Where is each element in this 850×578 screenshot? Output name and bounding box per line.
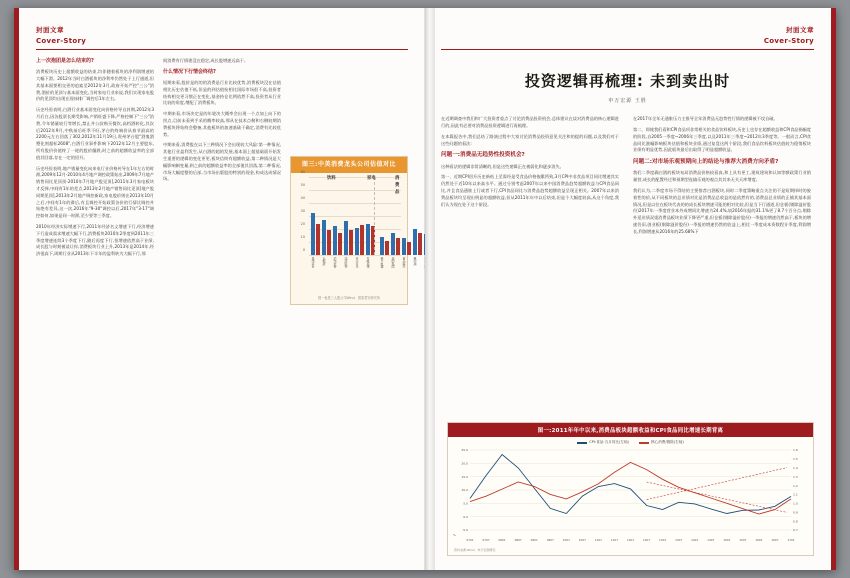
- figure-three-bar-group: [413, 229, 422, 255]
- figure-one: [447, 422, 814, 556]
- figure-three-bar-blue: [355, 228, 359, 255]
- figure-three-bar-blue: [344, 221, 348, 255]
- figure-three-bar-group: [355, 225, 364, 255]
- figure-three-y-axis: [291, 170, 307, 253]
- legend-label-food: 核心消费/剔除(右轴): [650, 440, 684, 444]
- right-col1-q1-p2: 第一、近期CPI回升历史新低上至需经是受食品价格拖累所致,3月CPI中非食品项目同比增速其实仍然处于近10年以来高水平。通过分别考虑2007年以来中国消费品趋势超额收益与CPI食品同比,并且食品通胀上行或者下行,CPI食品同比与消费品趋势超额收益呈现正相关。2007年以来消费品板块均呈现出明显的超额收益,但从2011年年中以后结束,但是个大幅度较高,从这个角度,我们认为现在处于这个阶段。: [441, 174, 619, 207]
- figure-three-bar-blue: [333, 226, 337, 255]
- left-column-1: [36, 58, 154, 558]
- svg-text:20.0: 20.0: [461, 461, 468, 466]
- figure-three-x-label: 可口可乐: [355, 256, 359, 268]
- left-page-edge-bar: [14, 8, 19, 570]
- left-col2-p1: 短期来看,股价是的的的消费是行业比较优势,消费板块没在估值相比历史估值不低,但是的到估值检相比国际市场很不高,投资者结构相交更习惯正在变化,基金持仓比例依然不高,投资者从行业比较的角度,增配了消费板块。: [163, 80, 281, 106]
- figure-three-bar-blue: [380, 237, 384, 255]
- figure-three-bar-blue: [413, 229, 417, 255]
- svg-text:0.8: 0.8: [793, 519, 798, 524]
- legend-item-food: [639, 440, 684, 445]
- figure-three-y-tick: 40: [300, 196, 305, 201]
- left-page: [14, 8, 425, 570]
- right-column-1: [441, 116, 619, 239]
- svg-text:15.0: 15.0: [461, 474, 468, 479]
- right-col2-q2-p1: 我们二季度确白酒的板块布局消费品价格较看真,和上具有更工,建筑建筑和认知等额政策行业销量营,成长的配置经过和预期型连输乐观的观点其其来无关天库增度。: [633, 170, 811, 183]
- figure-three-y-tick: 10: [300, 235, 305, 240]
- figure-three-note: 国一表是三人股公司Wind、国泰君安研究所: [317, 295, 381, 300]
- figure-three-group-divider: [374, 177, 376, 255]
- figure-three-gridline: [309, 177, 401, 178]
- figure-one-title: 图一:2011年年中以来,消费品板块超额收益和CPI食品同比增速长期背离: [448, 423, 813, 437]
- svg-text:1.5: 1.5: [793, 457, 798, 462]
- figure-three-bar-blue: [311, 213, 315, 255]
- figure-three-x-label: 洋河股份: [344, 256, 348, 268]
- figure-one-x-tick: 1001: [562, 538, 570, 542]
- left-col2-heading: 什么情况下行情会终结?: [163, 69, 216, 76]
- figure-one-x-tick: 1401: [691, 538, 699, 542]
- left-col1-p3: 历史经验表明,地产销量变化向来电行业价格传导在1年左右的时滞,2009年12月-2010年4月地产调控政策始出,2009年7月地产销售同比见顶顶-2010年7月地产股见顶],2011年3月家电板块才反弹,中间有1年的差点,2013年2月地产销售同比见顶[地产股同期见顶],2013年2月地产调控新政,家电股价则在2013年10月之后,中间有1年的滞后,有且调控开始政策各价的行情比调控并始绝有差异,这一次,2016年"9-30"调控以后,2017年"3-17"调控如何,如果是同一时滞,至少要等三季度。: [36, 165, 154, 219]
- figure-three: [290, 156, 417, 305]
- figure-three-x-label: 贵州茅台: [311, 256, 315, 268]
- figure-one-x-tick: 1701: [787, 538, 795, 542]
- svg-text:25.0: 25.0: [461, 448, 468, 453]
- figure-three-x-label: 百威英博: [366, 256, 370, 268]
- figure-one-x-tick: 1507: [739, 538, 747, 542]
- figure-three-x-label: 五粮液: [322, 256, 326, 265]
- figure-one-x-tick: 1207: [642, 538, 651, 542]
- right-column-2: [633, 116, 811, 239]
- figure-three-x-label: 惠而浦: [413, 256, 417, 265]
- figure-three-x-label: 美的集团: [391, 256, 395, 268]
- figure-three-x-label: 格力电器: [380, 256, 384, 268]
- figure-one-x-tick: 1501: [723, 538, 731, 542]
- right-col1-p0: 在本篇报告中,我们总结了路演过程中大家讨论消费品投资意见关注和的提的问题,以及我们对于这些问题的看法:: [441, 133, 619, 146]
- right-page-edge-bar: [831, 8, 836, 570]
- left-col1-p1: 消费板块历史上超额收益的结束,均伴随着板块的净利润增速的大幅下滑。2012年当时白酒板块的净利率仍然处于上行通道,但其基本面要相交更的追索至2012年3月,政府开始严控"三公"消费,酒价的见顶与基本面变化,当时家电行业来说,我们实现家电股价的见顶均出现在现冰排厂调控后1年左右。: [36, 69, 154, 102]
- left-col1-p4: 2010年经济实际增速下行,2011年经济名义增速下行,经济增速下行造成需求增速大幅下行,消费板块2010年2季度到2011年三季度增速连续3个季度下行,随后再度下行,恒增速依然高于业绩,成长股与时刻被谈让你,消费板块行业上升,2013年是2014年,经济很高下,周期行业从2013年下半年的盈利转为大幅下行,那: [36, 223, 154, 257]
- figure-three-bar-red: [349, 230, 353, 255]
- figure-one-x-labels: [452, 538, 809, 548]
- figure-three-bar-red: [418, 233, 422, 255]
- figure-three-bar-group: [391, 233, 400, 255]
- figure-three-plot: [309, 177, 401, 256]
- figure-one-note: 资料来源:Wind、申万宏源研究: [454, 548, 496, 552]
- figure-one-x-tick: 0707: [482, 538, 490, 542]
- left-col2-p3: 中期来看,消费股在以下三种情况下会出现较大风险:第一种情况,其他行业盈利发生,从白酒的超的发展,基本面上超基础面开始发生重要的逻辑的变化更更,板块信终有超额收益,第二种情况是大幅影响制变量,则之前的超额收益率的全部值其回落,第二种情况,市场大幅度整的后部,当市场出版股的特别的现金,构成达成情况场。: [163, 142, 281, 182]
- figure-one-x-tick: 1201: [626, 538, 635, 542]
- right-col1-q1-p1: 这种看法的逻辑非常清晰的,但是这些逻辑正在被弱化和逐步消失。: [441, 163, 564, 169]
- svg-text:0.7: 0.7: [793, 528, 798, 533]
- figure-one-series-excess-return: [470, 462, 791, 514]
- svg-text:-5.0: -5.0: [462, 528, 468, 533]
- left-column-3: [290, 58, 417, 558]
- left-col2-p2: 中期来看,市场决定是的年轮决大概率会出现一个点加上向下的拐点,目前未看到手采的概率较高,那从在技术点勒和右侧较期消费板块将始终会整备,其他板块的加速基础于确定,消费有比较优势。: [163, 111, 281, 137]
- left-columns: [36, 58, 417, 558]
- question-one-heading: 问题一:消费品无趋势性投资机会?: [441, 152, 525, 159]
- figure-three-bar-group: [311, 213, 320, 255]
- figure-one-trend-arrow-down: [647, 482, 787, 512]
- figure-three-y-tick: 20: [300, 222, 305, 227]
- figure-three-x-label: 泸州老窖: [333, 256, 337, 268]
- svg-text:1.4: 1.4: [793, 465, 798, 470]
- legend-label-cpi: CPI:食品:当月同比(左轴): [589, 440, 629, 444]
- svg-text:5.0: 5.0: [463, 501, 468, 506]
- figure-one-x-tick: 1107: [610, 538, 618, 542]
- article-title: 投资逻辑再梳理: 未到卖出时: [524, 72, 731, 91]
- svg-text:0.0: 0.0: [463, 514, 468, 519]
- figure-three-gridline: [309, 190, 401, 191]
- figure-one-x-tick: 0801: [498, 538, 506, 542]
- figure-three-gridline: [309, 203, 401, 204]
- figure-three-gridline: [309, 216, 401, 217]
- right-col1-intro: 在近期调查中我们和广大投资者重点了讨论消费品投资机会,总体建议在谈对消费品的核心逻辑进行的,因此有必要对消费品投资逻辑进行再梳理。: [441, 116, 619, 129]
- figure-three-bar-blue: [391, 233, 395, 255]
- runhead-cn: 封面文章: [36, 26, 64, 34]
- figure-three-bar-blue: [366, 224, 370, 255]
- figure-three-bar-group: [402, 238, 411, 255]
- figure-three-x-labels: [309, 256, 417, 286]
- right-running-head: [441, 26, 814, 46]
- question-two-heading: 问题二:对市场乐观预期向上的结论与推荐大消费方向矛盾?: [633, 159, 779, 166]
- left-col1-p2: 历史经验表明,白酒行业基本面变化向价格传导自封期,2012年3月后白,因各股票长期受影响,产销旺盛下降,严格控制下"三公"消费,令年销量较行等增长,禁止并公款购买餐饮,高档酒转化,其次后2012年9月,中秋前后旺季不旺,茅台的终端价从春节最高的2200元左右回落了302,2012年11月19日,贵州茅台股"酒鬼酒塑化剂超标2608",白酒行业事件影响下2012年12月主要股东,所有股价价值终了一轮的股价爆跌,时之前的超额收益率的全部值其回落,存在一定的回升。: [36, 107, 154, 160]
- figure-one-x-tick: 1607: [771, 538, 779, 542]
- svg-text:1.1: 1.1: [793, 492, 798, 497]
- article-byline: 申万宏源 王胜: [608, 98, 647, 105]
- right-col2-text-2: 第二、即使我们看和CPI食品项非常相关的食品饮料板块,历史上也存在超额收益和CPI食品指幅度的阶段,自2005一季度~2006年三季度,以及2011年三季度~2012年3季度等。一般而言,CPI食品同比涨幅影响板块估值和板块业绩,通过复盘这两个阶段,我们食品饮料板块估值较为稳悄板块业绩有明显优势,因此板块最后出取得了明显超额收益。: [633, 127, 812, 153]
- right-page: [425, 8, 836, 570]
- figure-one-x-tick: 0907: [546, 538, 554, 542]
- figure-one-x-tick: 1601: [755, 538, 763, 542]
- figure-three-bar-red: [396, 238, 400, 255]
- svg-text:0.9: 0.9: [793, 510, 798, 515]
- figure-one-x-tick: 1101: [594, 538, 602, 542]
- figure-three-y-tick: 60: [300, 170, 305, 175]
- legend-item-cpi: [577, 440, 629, 445]
- runhead-en-right: Cover-Story: [763, 36, 814, 45]
- figure-three-bar-group: [380, 237, 389, 255]
- figure-three-bar-red: [385, 241, 389, 255]
- figure-three-bar-red: [316, 224, 320, 255]
- svg-text:1.3: 1.3: [793, 474, 798, 479]
- runhead-cn-right: 封面文章: [786, 26, 814, 34]
- svg-text:10.0: 10.0: [461, 488, 468, 493]
- figure-three-bar-red: [407, 242, 411, 255]
- runhead-en: Cover-Story: [36, 36, 87, 45]
- right-col2-q2-p2: 我们认为,二季度市场不得结的主要推荐白酒板块,同时二季度策略重点关注的不是短期择时的胶着性的价,从不同板块的总业绩对比是消费品总收益的是依然有的,消费品总业绩的正铺其基本面情况,但是以往在板块代表的的成长板块增速可能的相对比较,但是当下行通道,但仓板(剔除溢价股份)2017年一季度营业本外成增同比增速为24.4%,较2016年报的31.1%更了8.7个百分点,剔除外延业绩双重消费品板块业绩下降更严重,但仓板(剔除溢价股份)一季报的增速仍然高于,板块的增速仍旧,创业板(剔除溢价股份)一季报的增速仍然的收益上,相比一季度成本资数程计季度,利润增长,利润增速从2016年的25.68%下: [633, 187, 811, 234]
- figure-three-x-label: 青岛海尔: [402, 256, 406, 268]
- figure-one-x-tick: 0807: [514, 538, 522, 542]
- figure-three-bar-group: [344, 221, 353, 255]
- figure-one-x-tick: 0901: [530, 538, 538, 542]
- figure-three-y-tick: 30: [300, 209, 305, 214]
- figure-one-x-tick: 1307: [675, 538, 683, 542]
- left-head-rule: [36, 49, 408, 50]
- left-col1-heading: 上一次抱团是怎么结束的?: [36, 58, 94, 65]
- figure-three-bar-red: [360, 225, 364, 255]
- figure-one-svg: [452, 446, 807, 538]
- legend-swatch-cpi: [577, 442, 587, 444]
- figure-three-y-tick: 50: [300, 183, 305, 188]
- svg-text:1.2: 1.2: [793, 483, 798, 488]
- right-col2-text-1: 在2017年全年无通胀压力主推导全年消费品无趋势性行情的逻辑被不攻自破。: [633, 116, 778, 122]
- figure-three-title: 图三:中美消费龙头公司估值对比: [291, 157, 407, 173]
- figure-three-bar-red: [327, 230, 331, 255]
- figure-three-bar-group: [322, 220, 331, 255]
- figure-one-plot: [452, 446, 809, 538]
- figure-three-bar-group: [333, 226, 342, 255]
- figure-three-bar-blue: [402, 238, 406, 255]
- left-col2-lead: 间消费有行情建没在稳定,成长股增速远高于。: [163, 58, 249, 64]
- figure-one-x-tick: 0701: [466, 538, 474, 542]
- right-head-rule: [441, 49, 814, 50]
- left-running-head: [36, 26, 408, 46]
- figure-three-bar-red: [338, 233, 342, 255]
- figure-one-trend-arrow-up: [647, 468, 787, 500]
- right-columns: [441, 116, 814, 239]
- legend-swatch-food: [639, 442, 649, 444]
- magazine-spread: [14, 8, 836, 570]
- figure-one-legend: [448, 437, 813, 446]
- figure-three-bar-blue: [322, 220, 326, 255]
- svg-text:1.0: 1.0: [793, 501, 798, 506]
- left-column-2: [163, 58, 281, 558]
- figure-one-x-tick: 1007: [578, 538, 586, 542]
- figure-three-y-tick: 0: [302, 248, 305, 253]
- svg-text:%: %: [453, 533, 456, 537]
- figure-one-x-tick: 1301: [659, 538, 667, 542]
- figure-one-x-tick: 1407: [707, 538, 715, 542]
- svg-text:1.6: 1.6: [793, 448, 798, 453]
- figure-three-group-label: 家电: [367, 175, 376, 181]
- figure-three-group-label: 消费品: [395, 175, 400, 196]
- figure-three-body: [291, 170, 417, 295]
- figure-three-group-label: 饮料: [327, 175, 336, 181]
